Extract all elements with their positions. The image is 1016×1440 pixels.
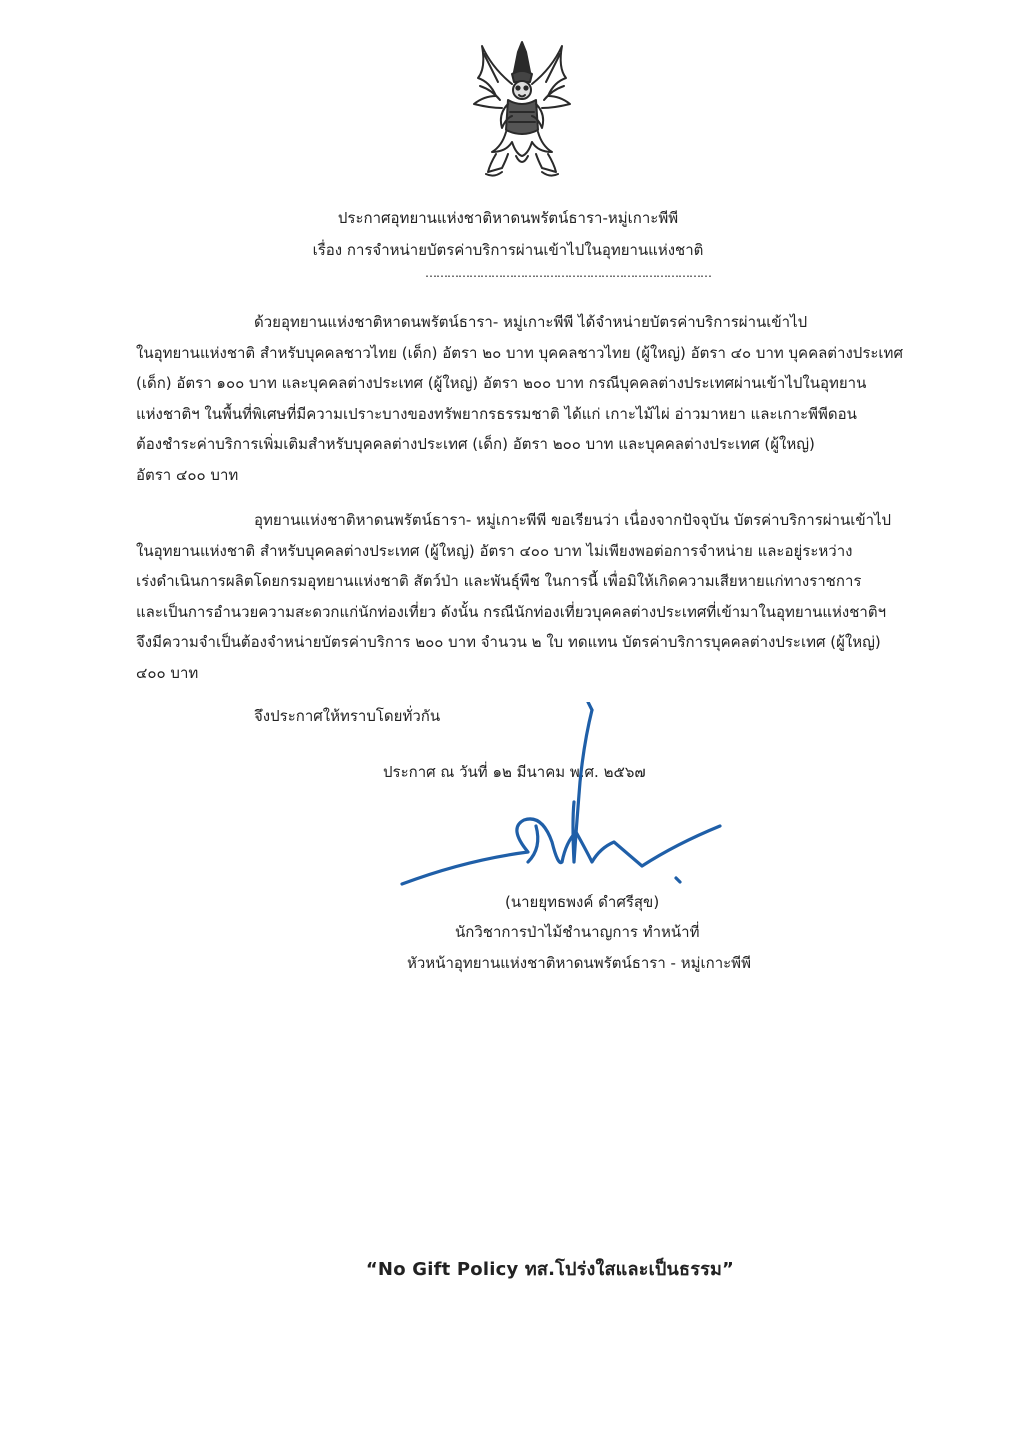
paragraph-line: ด้วยอุทยานแห่งชาติหาดนพรัตน์ธารา- หมู่เกาะพีพี ได้จำหน่ายบัตรค่าบริการผ่านเข้าไป [254,313,808,331]
paragraph-line: อุทยานแห่งชาติหาดนพรัตน์ธารา- หมู่เกาะพีพี ขอเรียนว่า เนื่องจากปัจจุบัน บัตรค่าบริการผ่านเข้าไป [254,511,892,529]
announcement-date: ประกาศ ณ วันที่ ๑๒ มีนาคม พ.ศ. ๒๕๖๗ [383,763,646,781]
signatory-office: หัวหน้าอุทยานแห่งชาติหาดนพรัตน์ธารา - หมู่เกาะพีพี [407,954,751,972]
paragraph-line: อัตรา ๔๐๐ บาท [136,465,239,484]
paragraph-line: ในอุทยานแห่งชาติ สำหรับบุคคลชาวไทย (เด็ก) อัตรา ๒๐ บาท บุคคลชาวไทย (ผู้ใหญ่) อัตรา ๔๐ บาท บุคคลต่างประเทศ [136,343,903,362]
paragraph-line: และเป็นการอำนวยความสะดวกแก่นักท่องเที่ยว ดังนั้น กรณีนักท่องเที่ยวบุคคลต่างประเทศที่เข้ามาในอุทยานแห่งชาติฯ [136,602,887,621]
body-paragraph-2 [136,505,944,689]
document-subject: เรื่อง การจำหน่ายบัตรค่าบริการผ่านเข้าไปในอุทยานแห่งชาติ [312,241,704,259]
signatory-name: (นายยุทธพงค์ ดำศรีสุข) [505,893,660,911]
paragraph-line: ต้องชำระค่าบริการเพิ่มเติมสำหรับบุคคลต่างประเทศ (เด็ก) อัตรา ๒๐๐ บาท และบุคคลต่างประเทศ (ผู้ใหญ่) [136,435,815,454]
paragraph-line: ๔๐๐ บาท [136,663,199,682]
paragraph-line: จึงมีความจำเป็นต้องจำหน่ายบัตรค่าบริการ ๒๐๐ บาท จำนวน ๒ ใบ ทดแทน บัตรค่าบริการบุคคลต่างประเทศ (ผู้ใหญ่) [136,633,881,652]
signature-mark [396,702,726,902]
garuda-emblem-icon [462,38,582,188]
document-title: ประกาศอุทยานแห่งชาติหาดนพรัตน์ธารา-หมู่เกาะพีพี [337,209,679,227]
signatory-position: นักวิชาการป่าไม้ชำนาญการ ทำหน้าที่ [455,923,700,941]
no-gift-policy-footer: “No Gift Policy ทส.โปร่งใสและเป็นธรรม” [365,1259,735,1280]
closing-statement: จึงประกาศให้ทราบโดยทั่วกัน [254,707,441,725]
paragraph-line: เร่งดำเนินการผลิตโดยกรมอุทยานแห่งชาติ สัตว์ป่า และพันธุ์พืช ในการนี้ เพื่อมิให้เกิดความเสียหายแก่ทางราชการ [136,572,862,591]
paragraph-line: (เด็ก) อัตรา ๑๐๐ บาท และบุคคลต่างประเทศ (ผู้ใหญ่) อัตรา ๒๐๐ บาท กรณีบุคคลต่างประเทศผ่านเข้าไปในอุทยาน [136,374,867,393]
body-paragraph-1 [136,307,944,491]
title-divider: …………………………………………………………………… [425,266,711,280]
paragraph-line: แห่งชาติฯ ในพื้นที่พิเศษที่มีความเปราะบางของทรัพยากรธรรมชาติ ได้แก่ เกาะไม้ไผ่ อ่าวมาหยา และเกาะพีพีดอน [136,404,857,423]
paragraph-line: ในอุทยานแห่งชาติ สำหรับบุคคลต่างประเทศ (ผู้ใหญ่) อัตรา ๔๐๐ บาท ไม่เพียงพอต่อการจำหน่าย และอยู่ระหว่าง [136,541,853,560]
